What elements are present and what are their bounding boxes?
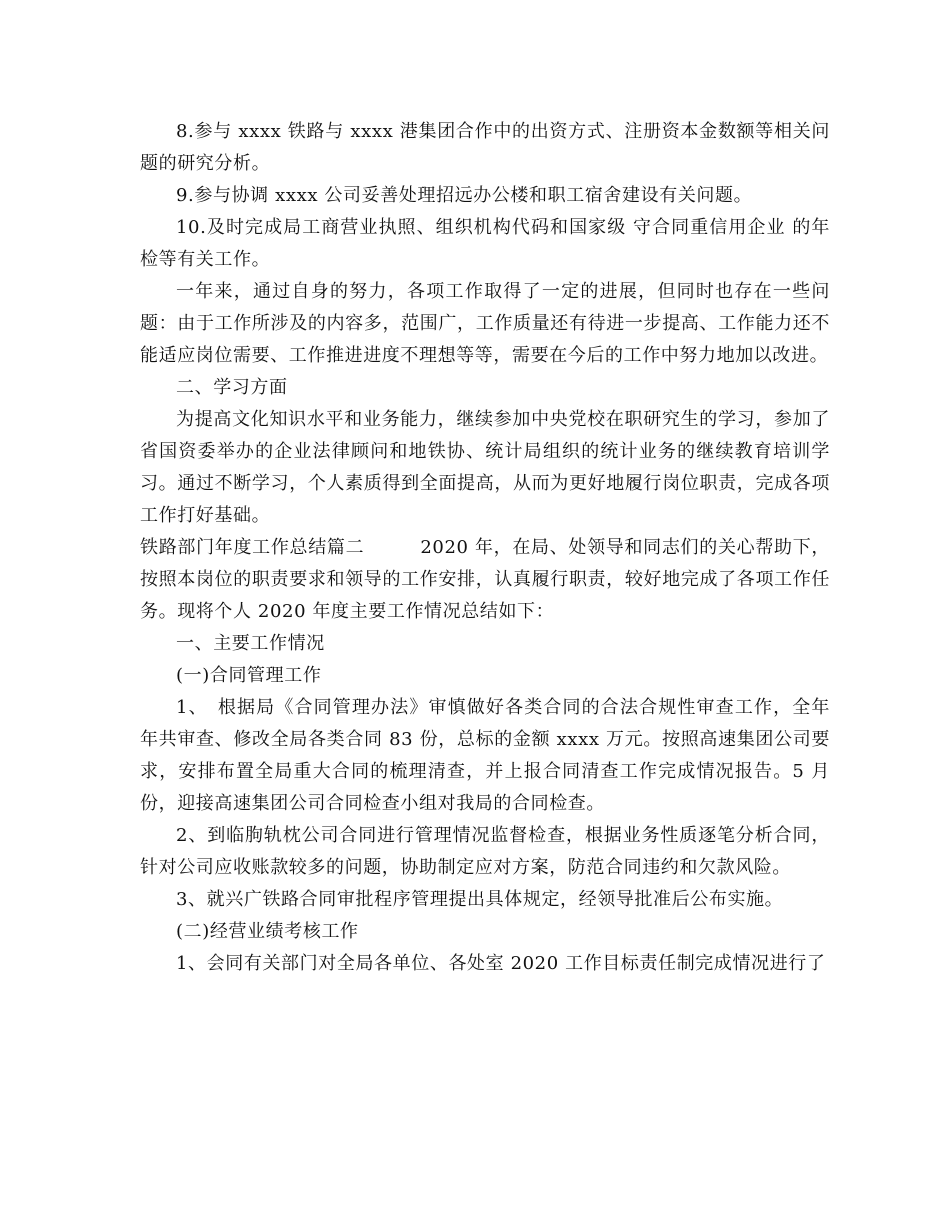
subsection-heading: (二)经营业绩考核工作 [176, 921, 359, 942]
paragraph: 10.及时完成局工商营业执照、组织机构代码和国家级 守合同重信用企业 的年检等有关工作。 [140, 217, 830, 270]
paragraph: 为提高文化知识水平和业务能力，继续参加中央党校在职研究生的学习，参加了省国资委举办的企业法律顾问和地铁协、统计局组织的统计业务的继续教育培训学习。通过不断学习，个人素质得到全面提高，从而为更好地履行岗位职责，完成各项工作打好基础。 [140, 409, 830, 526]
paragraph: 1、 根据局《合同管理办法》审慎做好各类合同的合法合规性审查工作，全年年共审查、修改全局各类合同 83 份，总标的金额 xxxx 万元。按照高速集团公司要求，安排布置全局重大合同的梳理清查，并上报合同清查工作完成情况报告。5 月份，迎接高速集团公司合同检查小组对我局的合同检查。 [140, 697, 830, 814]
article-title-paragraph: 铁路部门年度工作总结篇二 2020 年，在局、处领导和同志们的关心帮助下，按照本岗位的职责要求和领导的工作安排，认真履行职责，较好地完成了各项工作任务。现将个人 2020 年度主要工作情况总结如下： [140, 537, 830, 622]
section-heading: 二、学习方面 [176, 377, 288, 398]
section-heading: 一、主要工作情况 [176, 633, 325, 654]
document-body [140, 116, 830, 980]
subsection-heading: (一)合同管理工作 [176, 665, 322, 686]
paragraph: 3、就兴广铁路合同审批程序管理提出具体规定，经领导批准后公布实施。 [176, 889, 784, 910]
paragraph: 2、到临朐轨枕公司合同进行管理情况监督检查，根据业务性质逐笔分析合同，针对公司应收账款较多的问题，协助制定应对方案，防范合同违约和欠款风险。 [140, 825, 830, 878]
paragraph: 一年来，通过自身的努力，各项工作取得了一定的进展，但同时也存在一些问题：由于工作所涉及的内容多，范围广，工作质量还有待进一步提高、工作能力还不能适应岗位需要、工作推进进度不理想等等，需要在今后的工作中努力地加以改进。 [140, 281, 830, 366]
paragraph: 8.参与 xxxx 铁路与 xxxx 港集团合作中的出资方式、注册资本金数额等相关问题的研究分析。 [140, 121, 830, 174]
paragraph: 9.参与协调 xxxx 公司妥善处理招远办公楼和职工宿舍建设有关问题。 [176, 185, 753, 206]
paragraph: 1、会同有关部门对全局各单位、各处室 2020 工作目标责任制完成情况进行了 [176, 953, 826, 974]
